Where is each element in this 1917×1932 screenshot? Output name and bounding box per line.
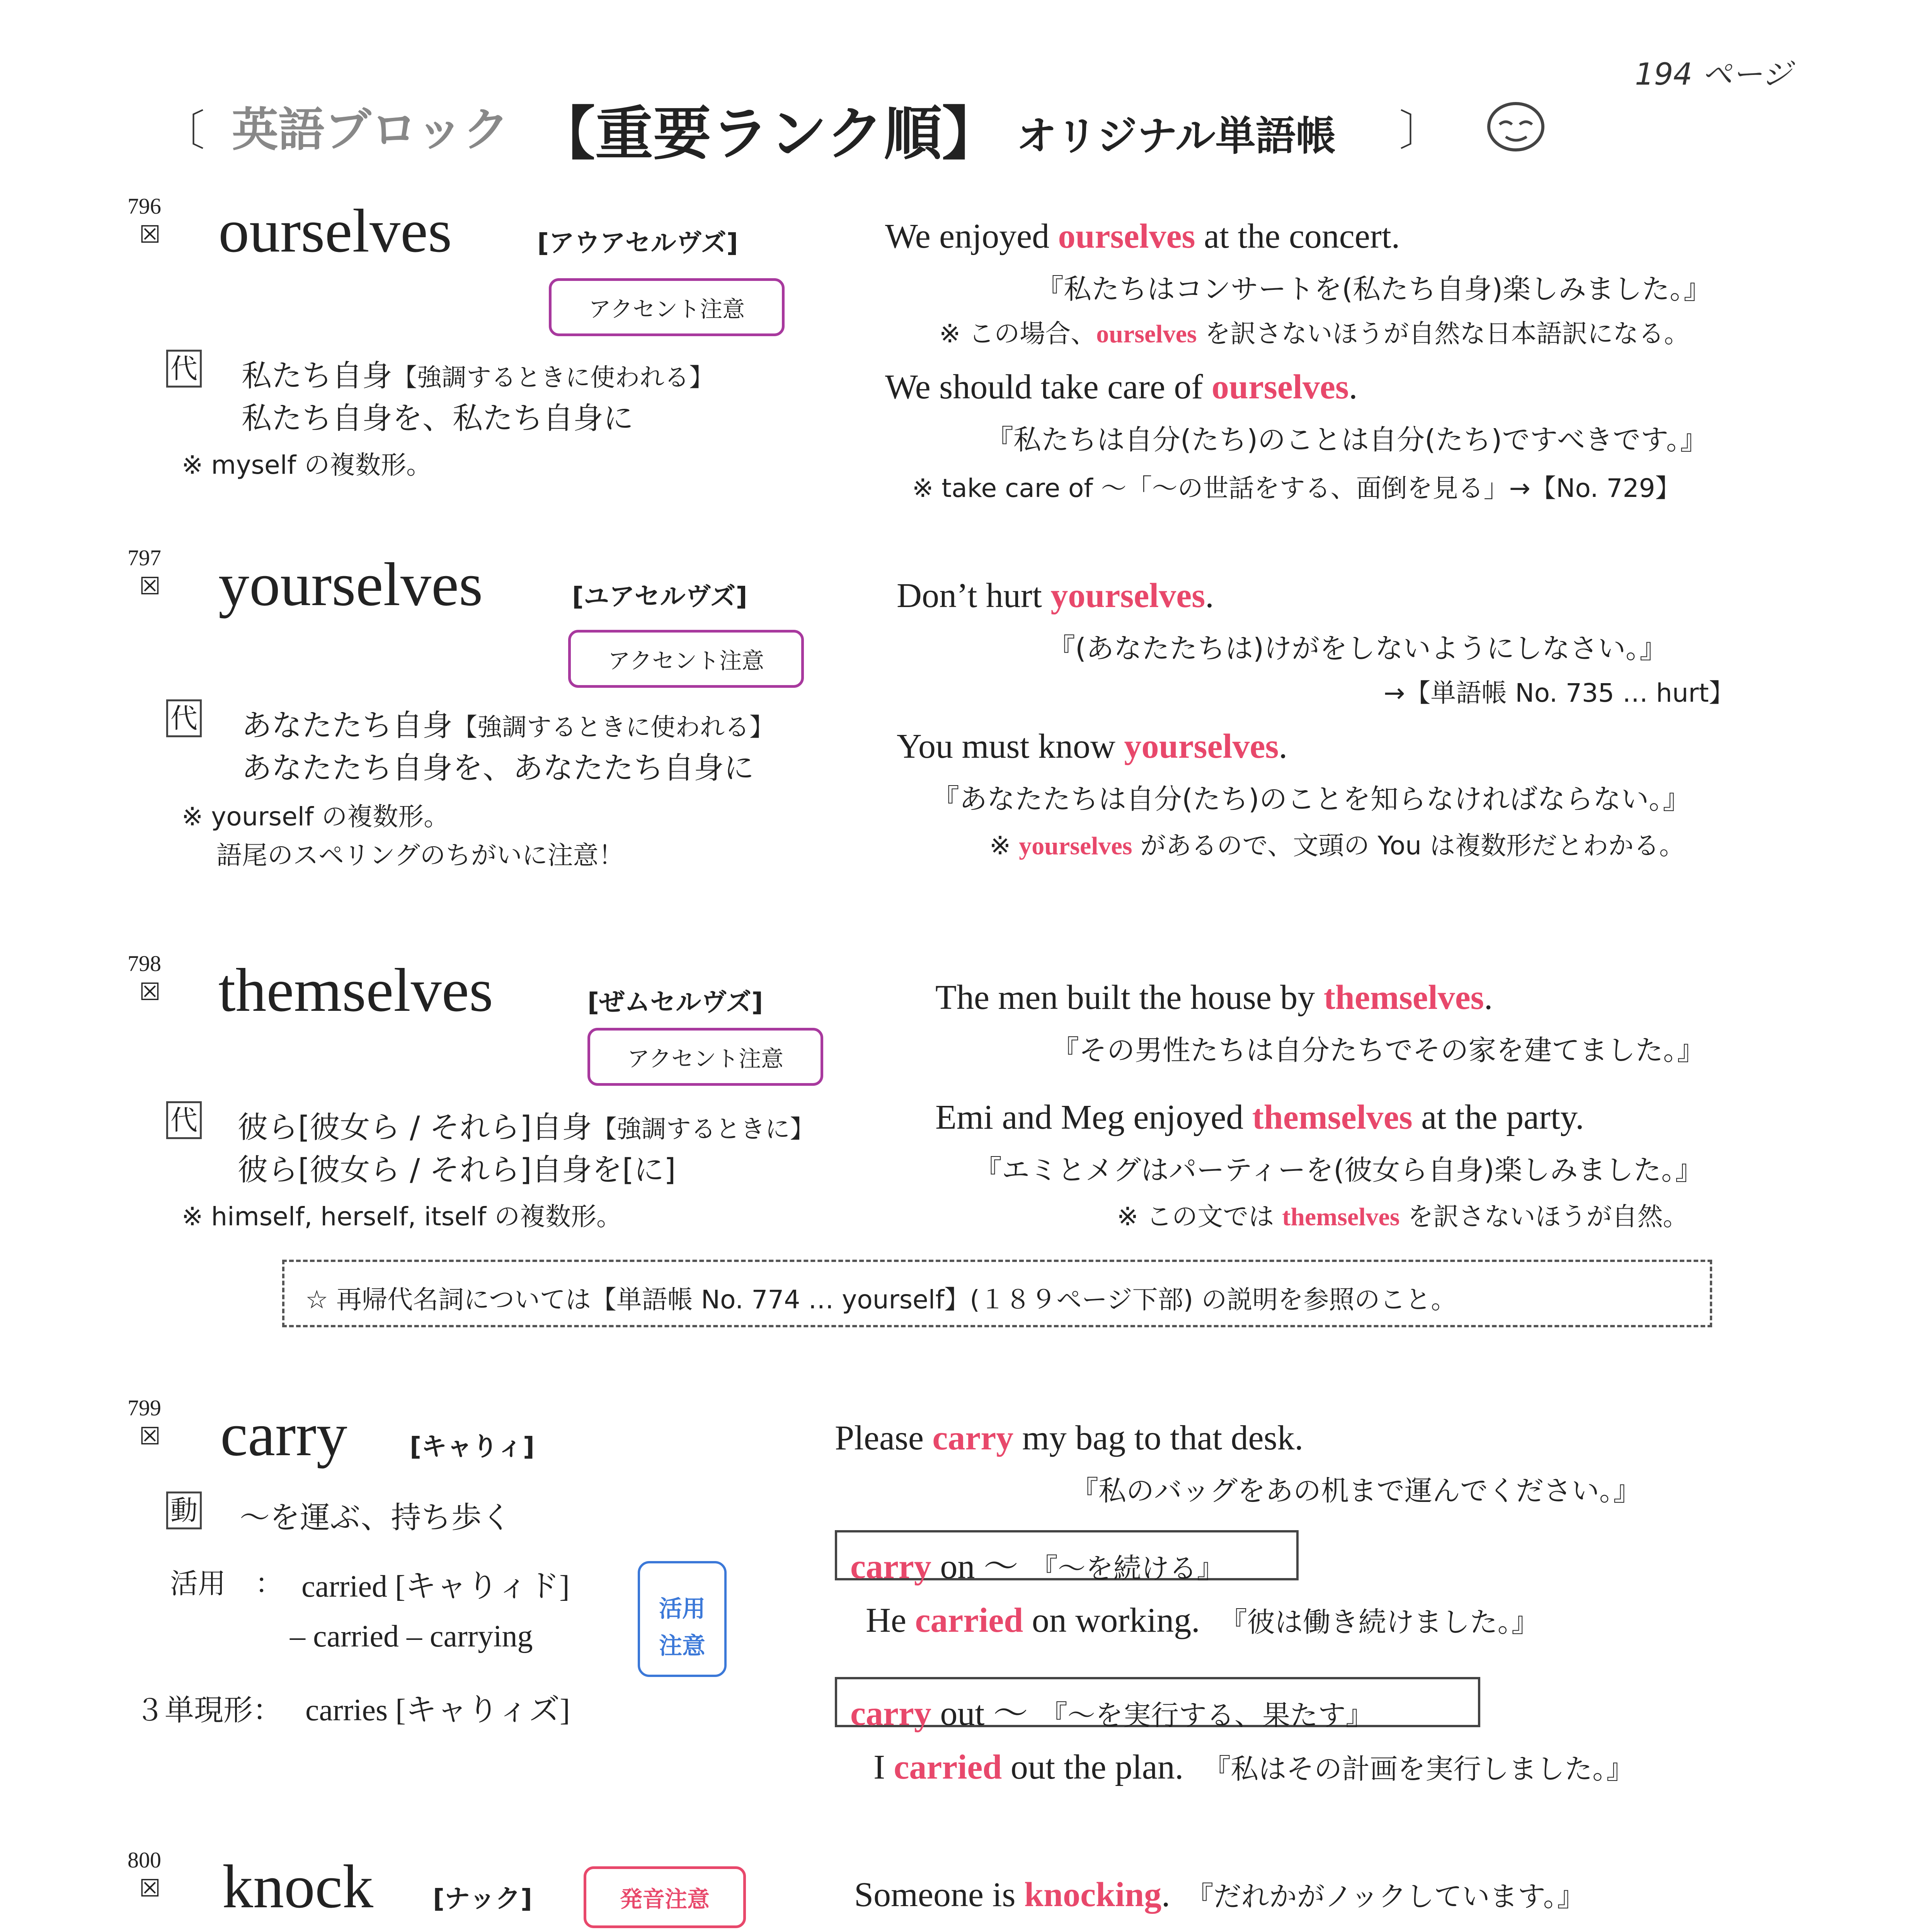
translation: 『(あなたたちは)けがをしないようにしなさい。』 (1047, 632, 1668, 665)
example-sentence: Please carry my bag to that desk. (835, 1419, 1304, 1457)
note: ※ myself の複数形。 (182, 450, 432, 480)
header-subtitle: オリジナル単語帳 (1016, 112, 1336, 160)
third-person: carries [キャりィズ] (305, 1693, 570, 1727)
checkbox-icon[interactable]: ☒ (139, 1874, 161, 1902)
note: 語尾のスペリングのちがいに注意！ (216, 840, 624, 870)
pronunciation: [キャりィ] (410, 1432, 535, 1461)
headword-knock: knock (222, 1852, 374, 1921)
headword-ourselves: ourselves (218, 196, 452, 265)
meaning: ～を運ぶ、持ち歩く (240, 1500, 512, 1535)
meaning: あなたたち自身を、あなたたち自身に (242, 751, 754, 786)
checkbox-icon[interactable]: ☒ (139, 1422, 161, 1450)
meaning: 彼ら[彼女ら / それら]自身【強調するときに】 (238, 1110, 815, 1145)
entry-number: 798 (128, 951, 161, 976)
page-number: 194 ページ (1635, 57, 1792, 92)
headword-carry: carry (220, 1400, 347, 1469)
header-bracket-close: 〕 (1399, 106, 1442, 155)
translation: 『あなたたちは自分(たち)のことを知らなければならない。』 (931, 783, 1691, 815)
checkbox-icon[interactable]: ☒ (139, 220, 161, 248)
pronunciation: [ナック] (433, 1884, 533, 1913)
translation: 『私たちは自分(たち)のことは自分(たち)ですべきです。』 (986, 423, 1708, 456)
reference: →【単語帳 No. 735 … hurt】 (1384, 678, 1735, 708)
note: ※ yourselves があるので、文頭の You は複数形だとわかる。 (989, 831, 1685, 861)
pos-verb: 動 (166, 1492, 202, 1529)
meaning: 私たち自身を、私たち自身に (242, 401, 634, 436)
example-sentence: Don’t hurt yourselves. (897, 577, 1214, 615)
translation: 『私たちはコンサートを(私たち自身)楽しみました。』 (1036, 273, 1712, 305)
accent-warning-badge: アクセント注意 (568, 630, 804, 688)
conjugation-label: 活用 (170, 1567, 226, 1600)
note: ※ take care of ～「～の世話をする、面倒を見る」→【No. 729】 (912, 473, 1681, 503)
note: ※ yourself の複数形。 (182, 802, 449, 832)
conjugation: carried [キャりィド] (301, 1570, 570, 1604)
header-bracket-open: 〔 (162, 106, 205, 155)
third-person-label: ３単現形： (135, 1693, 282, 1727)
meaning: 私たち自身【強調するときに使われる】 (242, 359, 714, 393)
pos-pronoun: 代 (166, 1101, 202, 1139)
reflexive-note: ☆ 再帰代名詞については【単語帳 No. 774 … yourself】(１８９ページ下部) の説明を参照のこと。 (305, 1285, 1457, 1315)
pronunciation: [アウアセルヴズ] (537, 228, 738, 258)
entry-number: 799 (128, 1395, 161, 1420)
example-sentence: Someone is knocking. 『だれかがノックしています。』 (854, 1876, 1585, 1914)
headword-yourselves: yourselves (218, 550, 483, 619)
example-sentence: He carried on working. 『彼は働き続けました。』 (866, 1601, 1539, 1639)
example-sentence: You must know yourselves. (897, 727, 1287, 765)
brand-logo: 英語ブロック (232, 103, 509, 157)
pronunciation: [ユアセルヴズ] (572, 582, 747, 611)
pos-pronoun: 代 (166, 699, 202, 737)
entry-number: 796 (128, 194, 161, 219)
checkbox-icon[interactable]: ☒ (139, 978, 161, 1006)
smiley-face-icon (1484, 97, 1550, 155)
meaning: あなたたち自身【強調するときに使われる】 (242, 708, 775, 743)
headword-themselves: themselves (218, 956, 493, 1024)
example-sentence: Emi and Meg enjoyed themselves at the party. (935, 1098, 1584, 1136)
note: ※ この場合、ourselves を訳さないほうが自然な日本語訳になる。 (939, 319, 1690, 349)
note: ※ himself, herself, itself の複数形。 (182, 1202, 622, 1231)
example-sentence: We should take care of ourselves. (885, 368, 1358, 406)
translation: 『その男性たちは自分たちでその家を建てました。』 (1051, 1034, 1705, 1066)
entry-number: 797 (128, 545, 161, 570)
conjugation-colon: ： (255, 1567, 283, 1600)
example-sentence: I carried out the plan. 『私はその計画を実行しました。』 (873, 1748, 1634, 1786)
conjugation-warning-badge: 活用 注意 (638, 1561, 727, 1677)
phrase: carry on ～ 『～を続ける』 (850, 1548, 1225, 1586)
header-title: 【重要ランク順】 (537, 100, 1000, 168)
pronunciation: [ぜムセルヴズ] (587, 987, 763, 1017)
entry-number: 800 (128, 1847, 161, 1872)
conjugation: – carried – carrying (290, 1619, 533, 1653)
translation: 『私のバッグをあの机まで運んでください。』 (1071, 1475, 1641, 1507)
accent-warning-badge: アクセント注意 (587, 1028, 823, 1086)
meaning: 彼ら[彼女ら / それら]自身を[に] (238, 1153, 676, 1187)
checkbox-icon[interactable]: ☒ (139, 572, 161, 600)
translation: 『エミとメグはパーティーを(彼女ら自身)楽しみました。』 (974, 1154, 1703, 1186)
phrase: carry out ～ 『～を実行する、果たす』 (850, 1694, 1374, 1733)
example-sentence: The men built the house by themselves. (935, 978, 1493, 1017)
example-sentence: We enjoyed ourselves at the concert. (885, 217, 1400, 255)
pronunciation-warning-badge: 発音注意 (584, 1866, 746, 1928)
note: ※ この文では themselves を訳さないほうが自然。 (1117, 1202, 1689, 1231)
accent-warning-badge: アクセント注意 (549, 278, 785, 336)
pos-pronoun: 代 (166, 350, 202, 388)
